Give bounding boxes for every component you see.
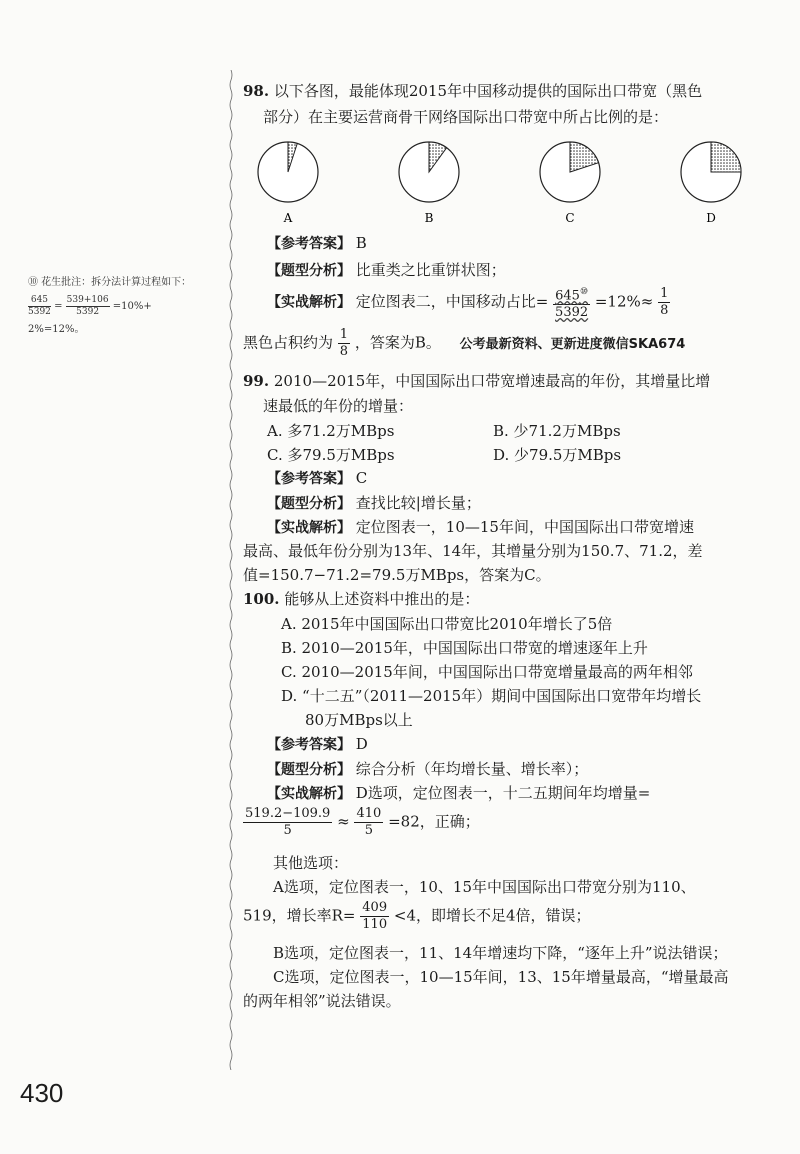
pie-label-d: D	[706, 211, 716, 225]
q100-answer: 【参考答案】 D	[267, 735, 368, 753]
q98-stem-line2: 部分）在主要运营商骨干网络国际出口带宽中所占比例的是：	[263, 108, 669, 126]
q98-fraction-share: $\frac{645^⑩}{5392}$	[553, 284, 590, 321]
q100-option-a-analysis-line2: 519，增长率R= $\frac{409}{110}$ <4，即增长不足4倍，错误；	[243, 900, 591, 932]
q99-stem-line1: 99. 2010—2015年，中国国际出口带宽增速最高的年份，其增量比增	[243, 372, 711, 390]
margin-divider	[228, 70, 234, 1070]
q100-type: 【题型分析】 综合分析（年均增长量、增长率）；	[267, 760, 589, 778]
q100-option-a-analysis-line1: A选项，定位图表一，10、15年中国国际出口带宽分别为110、	[273, 878, 696, 896]
q100-fraction-410: $\frac{410}{5}$	[356, 806, 382, 838]
side-annotation	[28, 275, 224, 338]
q100-option-d-line2: 80万MBps以上	[305, 711, 413, 729]
q100-option-b-analysis: B选项，定位图表一，11、14年增速均下降，“逐年上升”说法错误；	[273, 944, 728, 962]
sidenote-title: ⑩ 花生批注：拆分法计算过程如下：	[28, 277, 192, 288]
promo-text: 公考最新资料、更新进度微信SKA674	[459, 336, 686, 352]
q99-analysis-line1: 【实战解析】 定位图表一，10—15年间，中国国际出口带宽增速	[267, 518, 694, 536]
pie-slice-d	[711, 142, 741, 172]
q100-option-c-analysis-line2: 的两年相邻”说法错误。	[243, 992, 401, 1010]
q99-option-d: D. 少79.5万MBps	[493, 446, 622, 464]
q100-option-a: A. 2015年中国国际出口带宽比2010年增长了5倍	[281, 615, 613, 633]
q98-fraction-conclusion: $\frac{1}{8}$	[339, 327, 349, 359]
q99-answer: 【参考答案】 C	[267, 469, 368, 487]
q100-analysis-calc: $\frac{519.2-109.9}{5}$ ≈ $\frac{410}{5}$ =82，正确；	[245, 806, 480, 838]
q100-fraction-avg: $\frac{519.2-109.9}{5}$	[245, 806, 331, 838]
page-number: 430	[20, 1078, 64, 1108]
q99-option-b: B. 少71.2万MBps	[493, 422, 621, 440]
pie-label-c: C	[565, 211, 575, 225]
pie-label-a: A	[283, 211, 293, 225]
sidenote-fraction-2: $\frac{539+106}{5392}$	[66, 295, 109, 317]
q100-analysis-line1: 【实战解析】 D选项，定位图表一，十二五期间年均增量=	[267, 784, 651, 802]
q99-analysis-line2: 最高、最低年份分别为13年、14年，其增量分别为150.7、71.2，差	[243, 542, 703, 560]
q98-analysis: 【实战解析】 定位图表二，中国移动占比= $\frac{645^⑩}{5392}$ =12%≈ $\frac{1}{8}$	[267, 284, 670, 321]
q100-other-options: 其他选项：	[273, 854, 349, 872]
q100-option-d-line1: D. “十二五”（2011—2015年）期间中国国际出口宽带年均增长	[281, 687, 702, 705]
pie-label-b: B	[424, 211, 434, 225]
q100-option-c-analysis-line1: C选项，定位图表一，10—15年间，13、15年增量最高，“增量最高	[273, 968, 729, 986]
sidenote-equation: $\frac{645}{5392}$ = $\frac{539+106}{5392}$ =10%+	[28, 295, 152, 317]
q99-option-a: A. 多71.2万MBps	[267, 422, 395, 440]
q99-stem-line2: 速最低的年份的增量：	[263, 397, 414, 415]
q99-type: 【题型分析】 查找比较|增长量；	[267, 494, 481, 512]
q100-option-b: B. 2010—2015年，中国国际出口带宽的增速逐年上升	[281, 639, 648, 657]
q98-stem-line1: 98. 以下各图，最能体现2015年中国移动提供的国际出口带宽（黑色	[243, 82, 703, 100]
sidenote-fraction-1: $\frac{645}{5392}$	[28, 295, 51, 317]
q98-type: 【题型分析】 比重类之比重饼状图；	[267, 261, 506, 279]
sidenote-result: 2%=12%。	[28, 324, 85, 335]
q100-fraction-growth: $\frac{409}{110}$	[362, 900, 388, 932]
q98-fraction-eighth: $\frac{1}{8}$	[660, 286, 669, 319]
q98-conclusion: 黑色占积约为 $\frac{1}{8}$ ，答案为B。 公考最新资料、更新进度微信SKA674	[243, 327, 686, 359]
q99-analysis-line3: 值=150.7−71.2=79.5万MBps，答案为C。	[243, 566, 551, 584]
q99-option-c: C. 多79.5万MBps	[267, 446, 395, 464]
q98-answer: 【参考答案】 B	[267, 234, 367, 252]
q100-option-c: C. 2010—2015年间，中国国际出口带宽增量最高的两年相邻	[281, 663, 693, 681]
q100-stem: 100. 能够从上述资料中推出的是：	[243, 590, 480, 608]
